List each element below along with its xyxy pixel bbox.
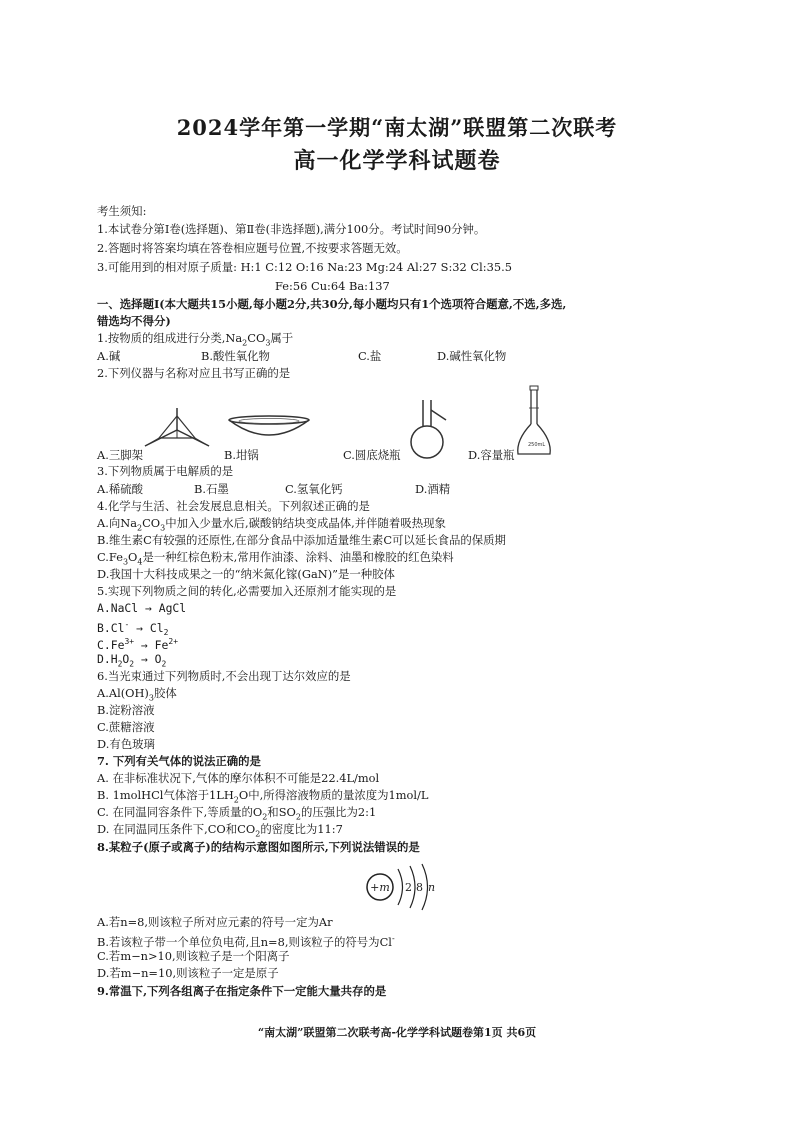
q4-a-sub2: 3 — [160, 523, 166, 533]
nucleus-charge-label: +m — [370, 881, 390, 894]
q1-stem-sub2: 3 — [265, 338, 271, 348]
q8-b-pre: B.若该粒子带一个单位负电荷,且n=8,则该粒子的符号为Cl — [97, 934, 392, 949]
q5-d-post: → O — [134, 652, 162, 666]
notice-item-2: 2.答题时将答案均填在答卷相应题号位置,不按要求答题无效。 — [97, 241, 408, 255]
q7-option-a: A. 在非标准状况下,气体的摩尔体积不可能是22.4L/mol — [97, 771, 380, 785]
q8-option-c: C.若m−n>10,则该粒子是一个阳离子 — [97, 949, 290, 963]
q7-d-sub: 2 — [255, 829, 261, 839]
q5-d-sub3: 2 — [161, 659, 167, 669]
q5-option-c — [97, 635, 178, 652]
q1-stem-pre: 1.按物质的组成进行分类,Na — [97, 331, 243, 345]
tripod-triangle-figure — [137, 406, 217, 450]
notice-heading: 考生须知: — [97, 204, 147, 218]
q5-d-mid: O — [122, 652, 130, 666]
exam-subtitle: 高一化学学科试题卷 — [293, 148, 501, 174]
q5-b-pre: B.Cl — [97, 620, 125, 635]
q5-b-post: → Cl — [129, 620, 164, 635]
q7-option-d — [97, 822, 343, 841]
shell-1-electrons: 2 — [405, 881, 412, 894]
shell-3-electrons: n — [428, 881, 436, 894]
q6-option-c: C.蔗糖溶液 — [97, 720, 155, 734]
q7-c-post: 的压强比为2:1 — [300, 805, 377, 819]
q5-d-sub: 2 — [117, 659, 123, 669]
question-5-stem: 5.实现下列物质之间的转化,必需要加入还原剂才能实现的是 — [97, 584, 397, 598]
q4-c-mid: O — [128, 550, 138, 564]
question-7-stem: 7. 下列有关气体的说法正确的是 — [97, 754, 261, 768]
q4-a-mid: CO — [142, 516, 161, 530]
q8-option-d: D.若m−n=10,则该粒子一定是原子 — [97, 966, 279, 980]
q7-d-post: 的密度比为11:7 — [260, 822, 343, 836]
q7-b-post: O中,所得溶液物质的量浓度为1mol/L — [238, 788, 429, 802]
volumetric-flask-figure — [512, 384, 556, 462]
q1-option-c: C.盐 — [358, 349, 382, 363]
q4-option-d: D.我国十大科技成果之一的“纳米氮化镓(GaN)”是一种胶体 — [97, 567, 395, 581]
q7-c-sub2: 2 — [295, 812, 301, 822]
q5-option-a: A.NaCl → AgCl — [97, 601, 187, 615]
q5-d-sub2: 2 — [129, 659, 135, 669]
q4-c-pre: C.Fe — [97, 550, 123, 564]
exam-title: 2024学年第一学期“南太湖”联盟第二次联考 — [176, 115, 618, 140]
q8-b-sup: - — [391, 934, 395, 943]
question-2-stem: 2.下列仪器与名称对应且书写正确的是 — [97, 366, 291, 380]
shell-2-electrons: 8 — [416, 881, 423, 894]
notice-item-1: 1.本试卷分第Ⅰ卷(选择题)、第Ⅱ卷(非选择题),满分100分。考试时间90分钟。 — [97, 222, 486, 236]
q5-c-sup: 3+ — [124, 637, 135, 646]
q6-option-d: D.有色玻璃 — [97, 737, 155, 751]
q4-a-sub: 2 — [137, 523, 143, 533]
q5-d-pre: D.H — [97, 652, 118, 666]
q4-c-post: 是一种红棕色粉末,常用作油漆、涂料、油墨和橡胶的红色染料 — [142, 550, 454, 564]
q6-a-sub: 3 — [148, 693, 154, 703]
q4-c-sub: 3 — [122, 557, 129, 567]
q6-a-pre: A.Al(OH) — [97, 686, 149, 700]
q7-c-mid: 和SO — [267, 805, 296, 819]
q7-c-pre: C. 在同温同容条件下,等质量的O — [97, 805, 263, 819]
q8-option-b — [97, 932, 395, 949]
q1-option-b: B.酸性氧化物 — [201, 349, 270, 363]
question-9-stem: 9.常温下,下列各组离子在指定条件下一定能大量共存的是 — [97, 984, 387, 998]
q4-option-b: B.维生素C有较强的还原性,在部分食品中添加适量维生素C可以延长食品的保质期 — [97, 533, 506, 547]
q8-option-a: A.若n=8,则该粒子所对应元素的符号一定为Ar — [97, 915, 333, 929]
q5-c-pre: C.Fe — [97, 637, 125, 652]
q2-option-b: B.坩锅 — [224, 448, 259, 462]
evaporating-dish-figure — [226, 414, 312, 444]
atomic-structure-diagram — [362, 862, 444, 912]
page-footer: “南太湖”联盟第二次联考高-化学学科试题卷第1页 共6页 — [257, 1026, 537, 1039]
question-6-stem: 6.当光束通过下列物质时,不会出现丁达尔效应的是 — [97, 669, 351, 683]
q5-b-sup: - — [124, 620, 130, 629]
q7-d-pre: D. 在同温同压条件下,CO和CO — [97, 822, 256, 836]
q1-stem-post: 属于 — [270, 331, 294, 345]
q3-option-d: D.酒精 — [415, 482, 451, 496]
q7-b-pre: B. 1molHCl气体溶于1LH — [97, 788, 234, 802]
q1-stem-sub: 2 — [242, 338, 248, 348]
q2-option-d: D.容量瓶 — [468, 448, 515, 462]
q4-c-sub2: 4 — [137, 557, 143, 567]
q1-stem-mid: CO — [247, 331, 266, 345]
distillation-flask-figure — [402, 398, 452, 460]
q6-a-post: 胶体 — [153, 686, 177, 700]
q5-c-post: → Fe — [134, 637, 169, 652]
q2-option-a: A.三脚架 — [97, 448, 144, 462]
q3-option-a: A.稀硫酸 — [97, 482, 144, 496]
question-3-stem: 3.下列物质属于电解质的是 — [97, 464, 234, 478]
q7-b-sub: 2 — [233, 795, 239, 805]
q5-b-sub: 2 — [163, 628, 169, 638]
q2-option-c: C.圆底烧瓶 — [343, 448, 401, 462]
q4-a-post: 中加入少量水后,碳酸钠结块变成晶体,并伴随着吸热现象 — [165, 516, 446, 530]
section-heading-line1: 一、选择题Ⅰ(本大题共15小题,每小题2分,共30分,每小题均只有1个选项符合题意,不选,多选, — [97, 297, 567, 311]
q6-option-b: B.淀粉溶液 — [97, 703, 155, 717]
notice-item-3-continued: Fe:56 Cu:64 Ba:137 — [275, 279, 390, 293]
question-8-stem: 8.某粒子(原子或离子)的结构示意图如图所示,下列说法错误的是 — [97, 840, 420, 854]
flask-volume-label: 250mL — [528, 442, 546, 448]
section-heading-line2: 错选均不得分) — [97, 314, 171, 328]
q3-option-b: B.石墨 — [194, 482, 229, 496]
q1-option-d: D.碱性氧化物 — [437, 349, 507, 363]
question-4-stem: 4.化学与生活、社会发展息息相关。下列叙述正确的是 — [97, 499, 370, 513]
q4-a-pre: A.向Na — [97, 516, 137, 530]
q3-option-c: C.氢氧化钙 — [285, 482, 343, 496]
notice-item-3: 3.可能用到的相对原子质量: H:1 C:12 O:16 Na:23 Mg:24 Al:27 S:32 Cl:35.5 — [97, 260, 512, 274]
q1-option-a: A.碱 — [97, 349, 121, 363]
q5-c-sup2: 2+ — [168, 637, 179, 646]
q7-c-sub: 2 — [262, 812, 268, 822]
